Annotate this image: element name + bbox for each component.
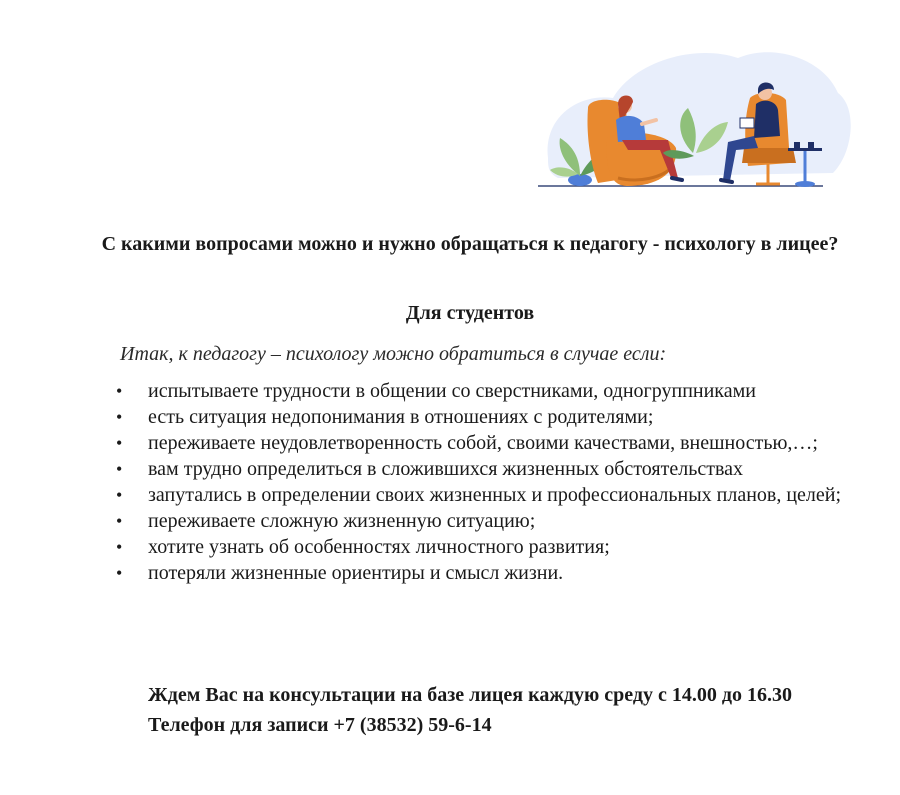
list-item (112, 378, 856, 404)
bullet-icon: • (116, 537, 123, 557)
bullet-icon: • (116, 563, 123, 583)
list-item-text: испытываете трудности в общении со сверстниками, одногруппниками (148, 380, 756, 402)
list-item-text: хотите узнать об особенностях личностного развития; (148, 536, 610, 558)
list-item (112, 456, 856, 482)
bullet-icon: • (116, 433, 123, 453)
list-item (112, 430, 856, 456)
intro-text: Итак, к педагогу – психологу можно обратиться в случае если: (120, 343, 667, 365)
bullet-icon: • (116, 459, 123, 479)
list-item (112, 534, 856, 560)
list-item-text: запутались в определении своих жизненных и профессиональных планов, целей; (148, 484, 842, 506)
bullet-icon: • (116, 381, 123, 401)
list-item (112, 508, 856, 534)
list-item (112, 482, 856, 508)
list-item-text: есть ситуация недопонимания в отношениях с родителями; (148, 406, 654, 428)
reasons-list (112, 378, 856, 586)
bullet-icon: • (116, 407, 123, 427)
consultation-schedule: Ждем Вас на консультации на базе лицея каждую среду с 14.00 до 16.30 Телефон для записи +7 (38532) 59-6-14 (148, 684, 792, 736)
list-item-text: вам трудно определиться в сложившихся жизненных обстоятельствах (148, 458, 743, 480)
list-item-text: переживаете сложную жизненную ситуацию; (148, 510, 536, 532)
list-item-text: потеряли жизненные ориентиры и смысл жизни. (148, 562, 564, 584)
list-item (112, 404, 856, 430)
list-item (112, 560, 856, 586)
bullet-icon: • (116, 511, 123, 531)
psychologist-session-illustration (518, 38, 858, 208)
list-item-text: переживаете неудовлетворенность собой, своими качествами, внешностью,…; (148, 432, 818, 454)
page-title: С какими вопросами можно и нужно обращаться к педагогу - психологу в лицее? (101, 233, 839, 255)
bullet-icon: • (116, 485, 123, 505)
section-subtitle: Для студентов (405, 302, 535, 324)
